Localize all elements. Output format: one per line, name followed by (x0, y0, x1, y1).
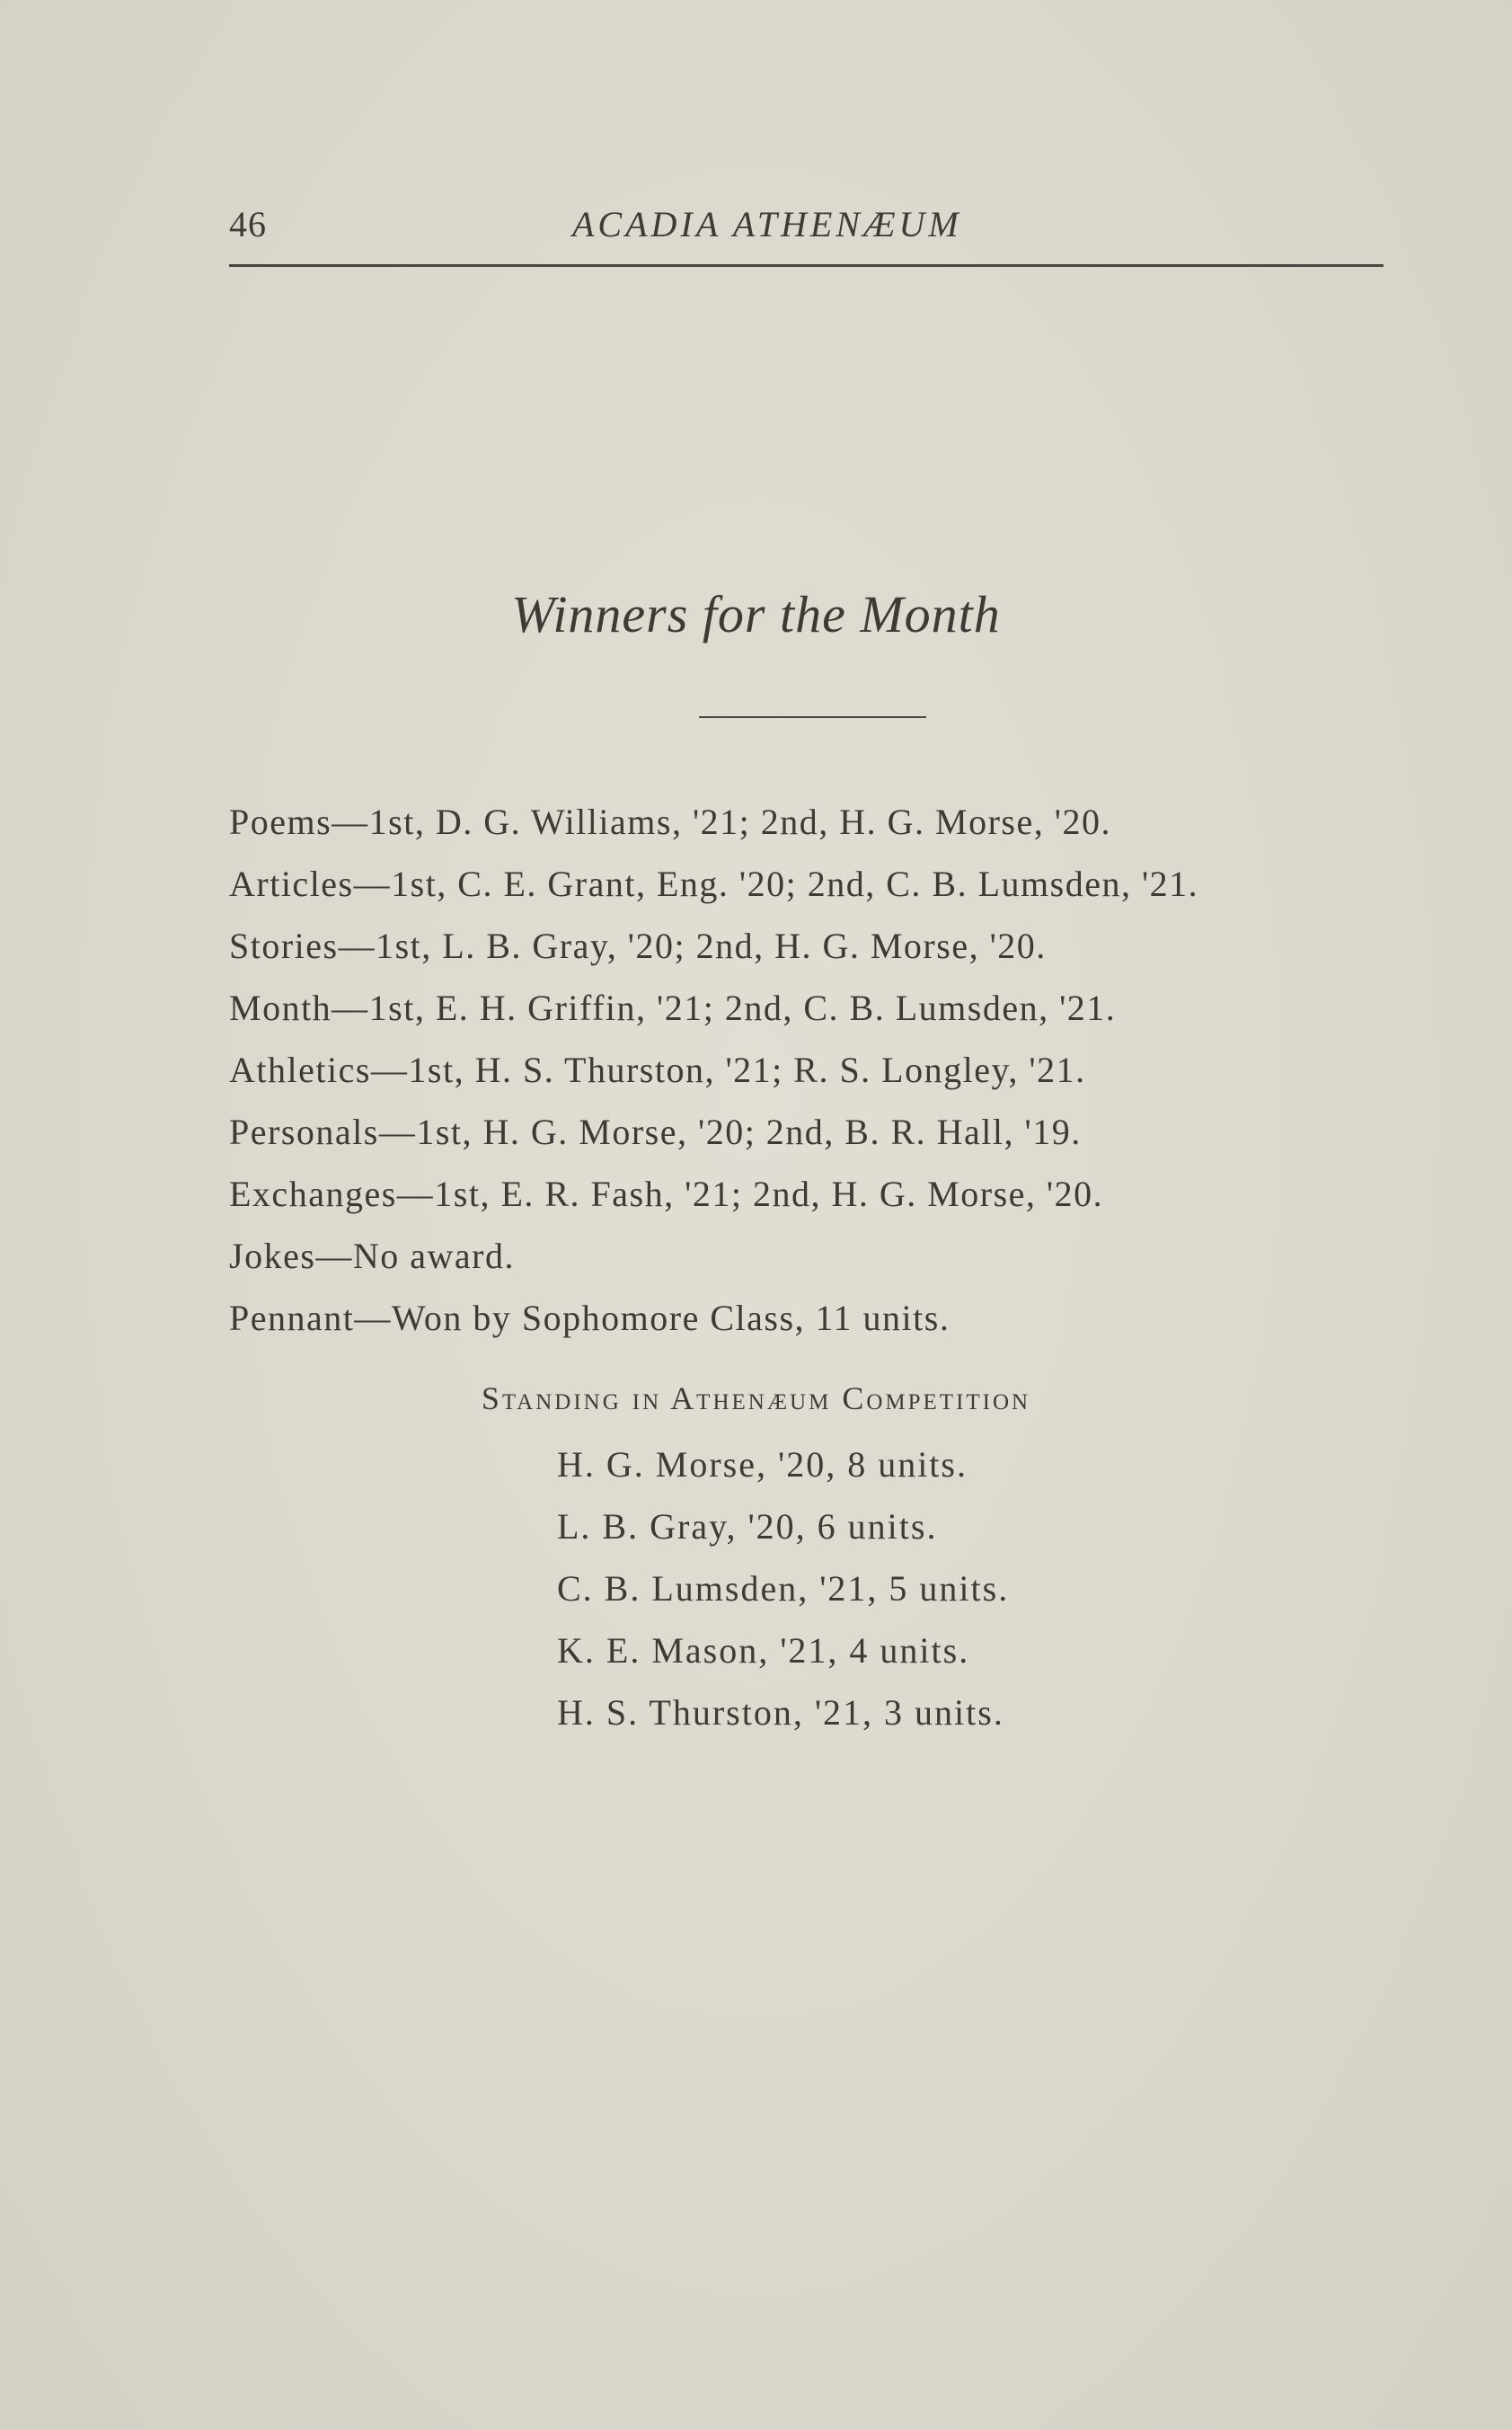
winner-entry-articles: Articles—1st, C. E. Grant, Eng. '20; 2nd, C. B. Lumsden, '21. (229, 864, 1199, 904)
standing-heading: Standing in Athenæum Competition (481, 1380, 1031, 1416)
section-title: Winners for the Month (511, 585, 1001, 643)
page-header (229, 200, 1384, 267)
standing-entry: H. G. Morse, '20, 8 units. (557, 1444, 968, 1485)
standing-entry: K. E. Mason, '21, 4 units. (557, 1630, 970, 1671)
winner-entry-poems: Poems—1st, D. G. Williams, '21; 2nd, H. G. Morse, '20. (229, 802, 1111, 842)
winner-entry-jokes: Jokes—No award. (229, 1236, 515, 1276)
winner-entry-stories: Stories—1st, L. B. Gray, '20; 2nd, H. G. Morse, '20. (229, 926, 1047, 966)
winner-entry-personals: Personals—1st, H. G. Morse, '20; 2nd, B. R. Hall, '19. (229, 1112, 1082, 1152)
title-divider (699, 716, 926, 718)
standing-entry: L. B. Gray, '20, 6 units. (557, 1506, 938, 1547)
standing-list (557, 1433, 1009, 1743)
page-number: 46 (229, 204, 267, 244)
winners-list (229, 791, 1397, 1349)
winner-entry-exchanges: Exchanges—1st, E. R. Fash, '21; 2nd, H. G. Morse, '20. (229, 1174, 1104, 1214)
winner-entry-month: Month—1st, E. H. Griffin, '21; 2nd, C. B. Lumsden, '21. (229, 988, 1117, 1028)
winner-entry-pennant: Pennant—Won by Sophomore Class, 11 units. (229, 1298, 951, 1338)
running-head: ACADIA ATHENÆUM (572, 204, 962, 244)
standing-entry: C. B. Lumsden, '21, 5 units. (557, 1568, 1010, 1609)
standing-entry: H. S. Thurston, '21, 3 units. (557, 1692, 1004, 1733)
winner-entry-athletics: Athletics—1st, H. S. Thurston, '21; R. S. Longley, '21. (229, 1050, 1086, 1090)
